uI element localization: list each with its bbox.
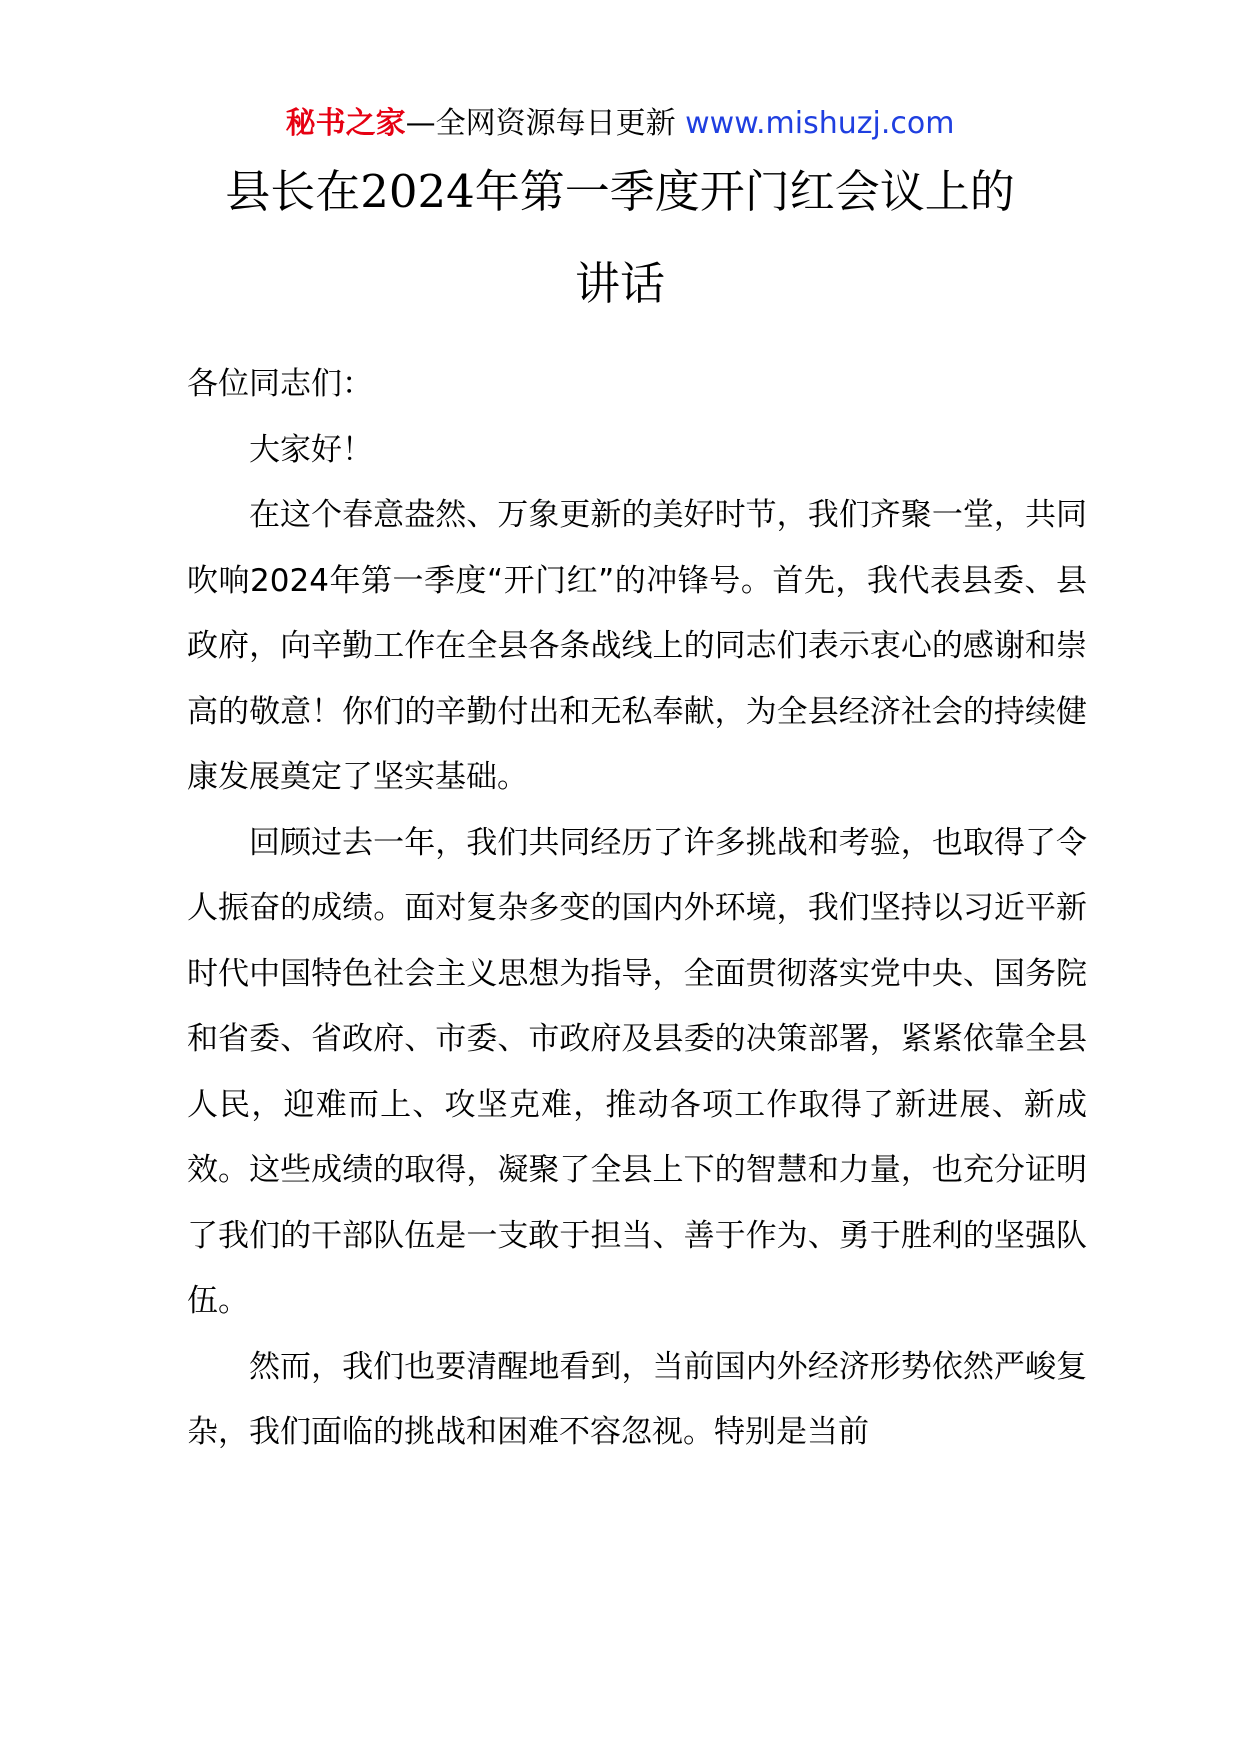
document-title-line-2: 讲话 bbox=[574, 257, 665, 310]
paragraph-opening: 在这个春意盎然、万象更新的美好时节，我们齐聚一堂，共同吹响2024年第一季度“开门红”的冲锋号。首先，我代表县委、县政府，向辛勤工作在全县各条战线上的同志们表示衷心的感谢和崇高的敬意！你们的辛勤付出和无私奉献，为全县经济社会的持续健康发展奠定了坚实基础。 bbox=[187, 497, 1087, 795]
salutation: 各位同志们： bbox=[187, 366, 373, 402]
document-title-line-1: 县长在2024年第一季度开门红会议上的 bbox=[225, 165, 1015, 218]
paragraph-greeting: 大家好！ bbox=[249, 431, 373, 468]
site-url-link[interactable]: www.mishuzj.com bbox=[685, 106, 955, 141]
site-header bbox=[0, 102, 1240, 146]
paragraph-review: 回顾过去一年，我们共同经历了许多挑战和考验，也取得了令人振奋的成绩。面对复杂多变的国内外环境，我们坚持以习近平新时代中国特色社会主义思想为指导，全面贯彻落实党中央、国务院和省委、省政府、市委、市政府及县委的决策部署，紧紧依靠全县人民，迎难而上、攻坚克难，推动各项工作取得了新进展、新成效。这些成绩的取得，凝聚了全县上下的智慧和力量，也充分证明了我们的干部队伍是一支敢于担当、善于作为、勇于胜利的坚强队伍。 bbox=[187, 824, 1087, 1319]
header-tagline: —全网资源每日更新 bbox=[405, 106, 676, 141]
document-body bbox=[187, 352, 1087, 1466]
paragraph-challenges: 然而，我们也要清醒地看到，当前国内外经济形势依然严峻复杂，我们面临的挑战和困难不容忽视。特别是当前 bbox=[187, 1348, 1087, 1450]
brand-name: 秘书之家 bbox=[285, 106, 406, 141]
